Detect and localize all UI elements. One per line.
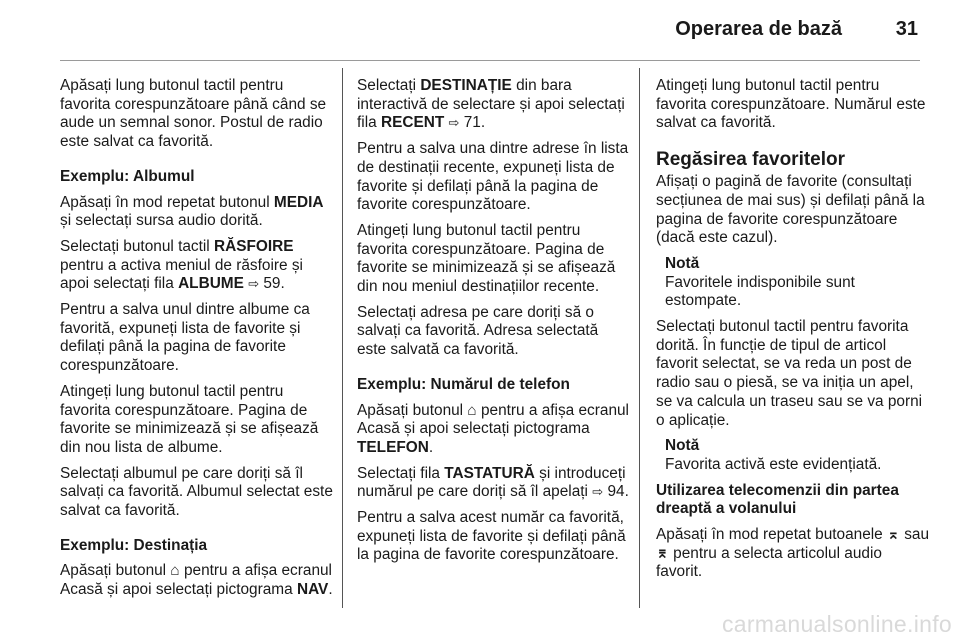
column-divider-2 bbox=[639, 68, 640, 608]
note-text: Favorita activă este evidențiată. bbox=[665, 455, 882, 473]
watermark: carmanualsonline.info bbox=[721, 611, 952, 637]
subheading-album: Exemplu: Albumul bbox=[60, 167, 195, 185]
section-title: Regăsirea favoritelor bbox=[656, 149, 846, 171]
paragraph: Afișați o pagină de favorite (consultați secțiunea de mai sus) și defilați până la pagina de favorite corespunzătoare (dacă este cazul). bbox=[656, 173, 925, 247]
paragraph: Selectați albumul pe care doriți să îl salvați ca favorită. Albumul selectat este salvat ca favorită. bbox=[60, 464, 333, 520]
paragraph: Pentru a salva acest număr ca favorită, expuneți lista de favorite și defilați până la pagina de favorite corespunzătoare. bbox=[357, 509, 626, 564]
paragraph: Atingeți lung butonul tactil pentru favorita corespunzătoare. Numărul este salvat ca favorită. bbox=[656, 77, 926, 132]
header-rule bbox=[60, 60, 920, 61]
page-header bbox=[0, 0, 960, 50]
page-ref-icon: ⇨ bbox=[248, 276, 260, 292]
subheading-remote: Utilizarea telecomenzii din partea dreaptă a volanului bbox=[656, 481, 899, 518]
page-number: 31 bbox=[895, 18, 918, 40]
paragraph: Apăsați butonul ⌂ pentru a afișa ecranul Acasă și apoi selectați pictograma NAV. bbox=[60, 562, 333, 599]
paragraph: Apăsați butonul ⌂ pentru a afișa ecranul Acasă și apoi selectați pictograma TELEFON. bbox=[357, 401, 629, 456]
page-ref-icon: ⇨ bbox=[592, 484, 604, 500]
seek-down-icon: ⌆ bbox=[656, 544, 669, 562]
paragraph: Selectați fila TASTATURĂ și introduceți numărul pe care doriți să îl apelați ⇨ 94. bbox=[357, 464, 629, 501]
home-icon: ⌂ bbox=[170, 562, 180, 580]
paragraph: Atingeți lung butonul tactil pentru favorita corespunzătoare. Pagina de favorite se minimizează și se afișează din nou meniul destinațiilor recente. bbox=[357, 221, 616, 296]
page-ref-icon: ⇨ bbox=[448, 115, 460, 131]
paragraph: Apăsați în mod repetat butonul MEDIA și selectați sursa audio dorită. bbox=[60, 193, 324, 230]
column-2 bbox=[357, 77, 629, 572]
page-title: Operarea de bază bbox=[675, 18, 842, 40]
paragraph: Selectați DESTINAȚIE din bara interactivă de selectare și apoi selectați fila RECENT ⇨ 71. bbox=[357, 77, 625, 132]
paragraph: Pentru a salva unul dintre albume ca favorită, expuneți lista de favorite și defilați până la pagina de favorite corespunzătoare. bbox=[60, 301, 310, 375]
paragraph: Apăsați în mod repetat butoanele ⌅ sau ⌆ pentru a selecta articolul audio favorit. bbox=[656, 526, 930, 581]
note-title: Notă bbox=[665, 437, 700, 455]
paragraph: Pentru a salva una dintre adrese în lista de destinații recente, expuneți lista de favorite și defilați până la pagina de favorite corespunzătoare. bbox=[357, 140, 629, 214]
column-divider-1 bbox=[342, 68, 343, 608]
home-icon: ⌂ bbox=[467, 401, 477, 419]
paragraph: Selectați adresa pe care doriți să o salvați ca favorită. Adresa selectată este salvată ca favorită. bbox=[357, 303, 599, 359]
note-text: Favoritele indisponibile sunt estompate. bbox=[665, 273, 855, 310]
paragraph: Selectați butonul tactil pentru favorita dorită. În funcție de tipul de articol favorit selectat, se va reda un post de radio sau o piesă, se va iniția un apel, se va calcula un traseu sau se va porni o aplicație. bbox=[656, 318, 923, 429]
paragraph: Apăsați lung butonul tactil pentru favorita corespunzătoare până când se aude un semnal sonor. Postul de radio este salvat ca favorită. bbox=[60, 77, 327, 151]
column-3 bbox=[656, 77, 932, 589]
paragraph: Atingeți lung butonul tactil pentru favorita corespunzătoare. Pagina de favorite se minimizează și se afișează din nou lista de albume. bbox=[60, 382, 319, 456]
subheading-phone: Exemplu: Numărul de telefon bbox=[357, 375, 570, 393]
note-title: Notă bbox=[665, 254, 700, 272]
note bbox=[656, 437, 932, 474]
column-1 bbox=[60, 77, 336, 607]
subheading-destination: Exemplu: Destinația bbox=[60, 536, 208, 554]
seek-up-icon: ⌅ bbox=[887, 526, 900, 544]
note bbox=[656, 255, 932, 311]
paragraph: Selectați butonul tactil RĂSFOIRE pentru a activa meniul de răsfoire și apoi selectați fila ALBUME ⇨ 59. bbox=[60, 237, 303, 293]
